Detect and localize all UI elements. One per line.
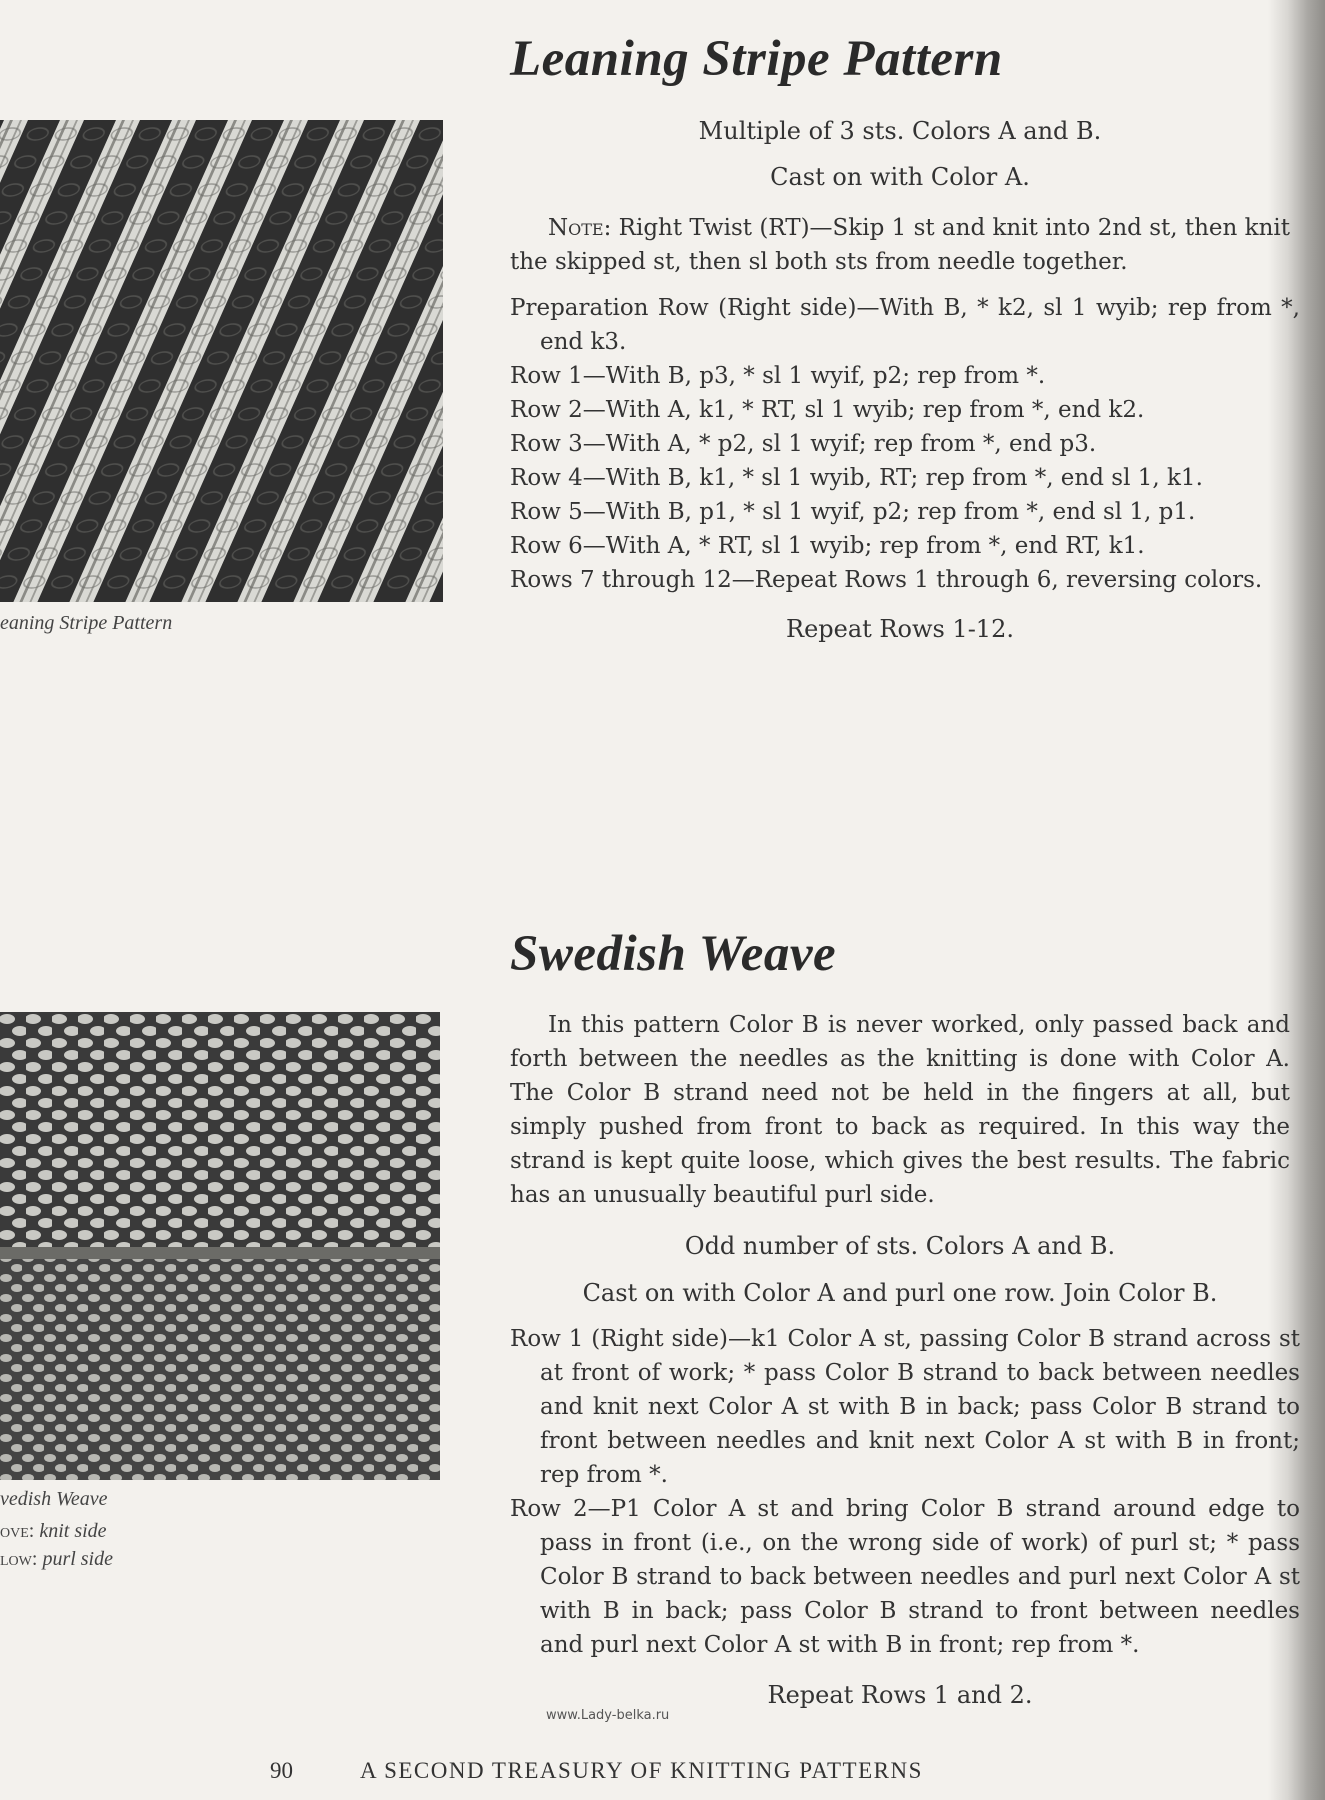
page-number: 90 xyxy=(270,1758,293,1783)
note-label: Note xyxy=(548,215,604,241)
swedish-weave-multiple: Odd number of sts. Colors A and B. xyxy=(684,1232,1116,1260)
leaning-stripe-note xyxy=(510,211,1290,279)
swedish-weave-repeat: Repeat Rows 1 and 2. xyxy=(767,1681,1033,1709)
swedish-weave-photo xyxy=(0,1012,440,1480)
caption-below-text: purl side xyxy=(42,1548,113,1570)
instruction-row: Row 3—With A, * p2, sl 1 wyif; rep from *, end p3. xyxy=(510,431,1097,457)
leaning-stripe-cast-on: Cast on with Color A. xyxy=(770,163,1030,191)
swedish-weave-intro xyxy=(510,1008,1290,1212)
swedish-weave-caption-below xyxy=(0,1548,113,1571)
leaning-stripe-multiple: Multiple of 3 sts. Colors A and B. xyxy=(698,117,1102,145)
leaning-stripe-photo xyxy=(0,120,443,602)
swedish-weave-cast-on: Cast on with Color A and purl one row. Join Color B. xyxy=(582,1279,1218,1307)
swedish-weave-rows xyxy=(510,1322,1300,1662)
watermark: www.Lady-belka.ru xyxy=(546,1708,670,1723)
intro-text: In this pattern Color B is never worked, only passed back and forth between the needles as the knitting is done with Color A. The Color B strand need not be held in the fingers at all, but simply pushed from front to back as required. In this way the strand is kept quite loose, which gives the best results. The fabric has an unusually beautiful purl side. xyxy=(510,1012,1290,1208)
swedish-weave-caption-title: vedish Weave xyxy=(0,1488,108,1510)
instruction-row: Row 6—With A, * RT, sl 1 wyib; rep from *, end RT, k1. xyxy=(510,533,1145,559)
page-footer xyxy=(270,1758,923,1784)
leaning-stripe-repeat: Repeat Rows 1-12. xyxy=(786,615,1014,643)
instruction-row: Preparation Row (Right side)—With B, * k2, sl 1 wyib; rep from *, end k3. xyxy=(510,295,1300,355)
instruction-row: Row 5—With B, p1, * sl 1 wyif, p2; rep from *, end sl 1, p1. xyxy=(510,499,1196,525)
book-title: A SECOND TREASURY OF KNITTING PATTERNS xyxy=(360,1758,923,1783)
instruction-row: Row 2—P1 Color A st and bring Color B strand around edge to pass in front (i.e., on the wrong side of work) of purl st; * pass Color B strand to back between needles and purl next Color A st with B in back; pass Color B strand to front between needles and purl next Color A st with B in front; rep from *. xyxy=(510,1496,1300,1658)
instruction-row: Row 1 (Right side)—k1 Color A st, passing Color B strand across st at front of work; * pass Color B strand to back between needles and knit next Color A st with B in back; pass Color B strand to front between needles and knit next Color A st with B in front; rep from *. xyxy=(510,1326,1300,1488)
swedish-weave-title: Swedish Weave xyxy=(510,926,837,982)
leaning-stripe-rows xyxy=(510,291,1300,597)
instruction-row: Row 2—With A, k1, * RT, sl 1 wyib; rep from *, end k2. xyxy=(510,397,1145,423)
caption-above-label: ove: xyxy=(0,1520,35,1542)
leaning-stripe-title: Leaning Stripe Pattern xyxy=(510,31,1003,87)
instruction-row: Rows 7 through 12—Repeat Rows 1 through 6, reversing colors. xyxy=(510,567,1263,593)
note-text: : Right Twist (RT)—Skip 1 st and knit into 2nd st, then knit the skipped st, then sl both sts from needle together. xyxy=(510,215,1290,275)
instruction-row: Row 4—With B, k1, * sl 1 wyib, RT; rep from *, end sl 1, k1. xyxy=(510,465,1203,491)
caption-above-text: knit side xyxy=(39,1520,107,1542)
leaning-stripe-caption: eaning Stripe Pattern xyxy=(0,612,173,634)
instruction-row: Row 1—With B, p3, * sl 1 wyif, p2; rep from *. xyxy=(510,363,1046,389)
swedish-weave-caption-above xyxy=(0,1520,107,1543)
caption-below-label: low: xyxy=(0,1548,38,1570)
